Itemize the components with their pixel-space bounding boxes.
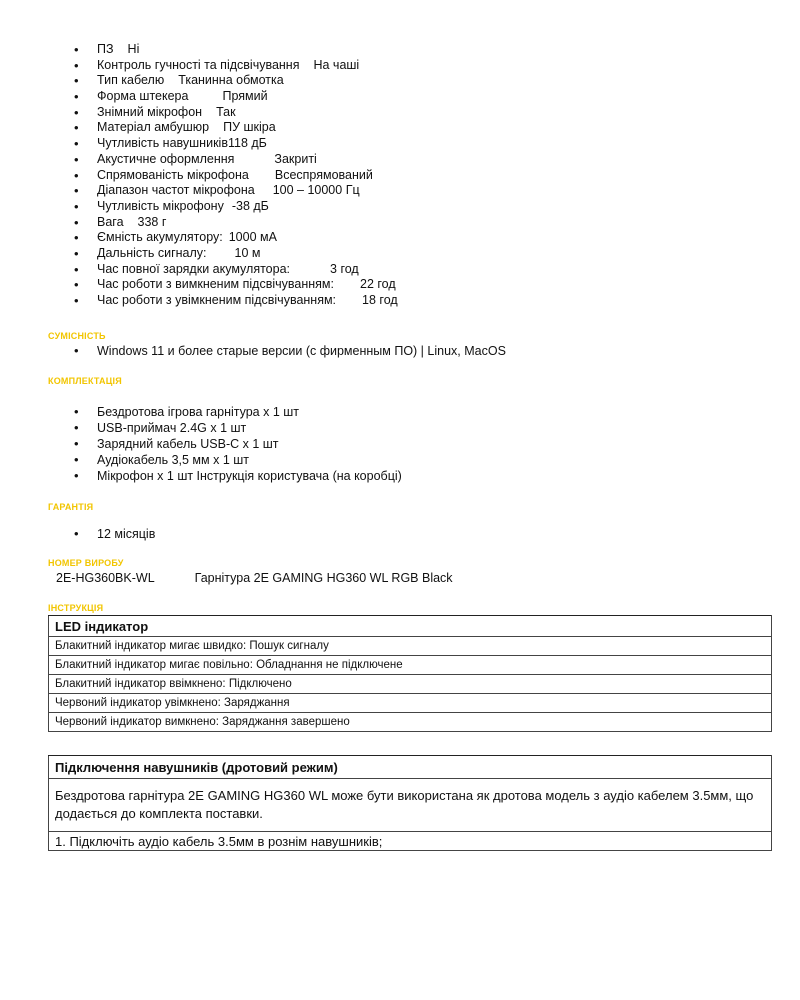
connection-table xyxy=(48,755,772,851)
spec-item: • Ємність акумулятору: 1000 мА xyxy=(74,230,398,246)
list-item: • Windows 11 и более старые версии (с фирменным ПО) | Linux, MacOS xyxy=(74,343,506,359)
led-indicator-table xyxy=(48,615,772,732)
spec-item: • Діапазон частот мікрофона 100 – 10000 Гц xyxy=(74,183,398,199)
spec-item: • Контроль гучності та підсвічування На чаші xyxy=(74,58,398,74)
table-header: LED індикатор xyxy=(49,616,772,637)
section-title-warranty: ГАРАНТІЯ xyxy=(48,502,94,512)
table-row: Червоний індикатор увімкнено: Заряджання xyxy=(49,694,772,713)
product-code: 2E-HG360BK-WL xyxy=(56,571,155,585)
list-item: • Бездротова ігрова гарнітура х 1 шт xyxy=(74,404,402,420)
list-item: • 12 місяців xyxy=(74,526,155,542)
spec-item: • Чутливість мікрофону -38 дБ xyxy=(74,199,398,215)
section-title-product: НОМЕР ВИРОБУ xyxy=(48,558,124,568)
spec-item: • Час роботи з вимкненим підсвічуванням: 22 год xyxy=(74,277,398,293)
spec-item: • Матеріал амбушюр ПУ шкіра xyxy=(74,120,398,136)
spec-item: • Час повної зарядки акумулятора: 3 год xyxy=(74,262,398,278)
table-header: Підключення навушників (дротовий режим) xyxy=(49,756,772,779)
spec-item: • Акустичне оформлення Закриті xyxy=(74,152,398,168)
compat-list xyxy=(74,343,506,359)
spec-item: • Тип кабелю Тканинна обмотка xyxy=(74,73,398,89)
package-list xyxy=(74,404,402,484)
spec-item: • Спрямованість мікрофона Всеспрямований xyxy=(74,168,398,184)
list-item: • Аудіокабель 3,5 мм х 1 шт xyxy=(74,452,402,468)
table-row: Блакитний індикатор мигає повільно: Обладнання не підключене xyxy=(49,656,772,675)
list-item: • Мікрофон х 1 шт Інструкція користувача (на коробці) xyxy=(74,468,402,484)
table-row: Блакитний індикатор мигає швидко: Пошук сигналу xyxy=(49,637,772,656)
spec-item: • ПЗ Ні xyxy=(74,42,398,58)
section-title-compat: СУМІСНІСТЬ xyxy=(48,331,106,341)
table-row: Бездротова гарнітура 2E GAMING HG360 WL може бути використана як дротова модель з аудіо кабелем 3.5мм, що додається до комплекта поставки. xyxy=(49,779,772,832)
section-title-package: КОМПЛЕКТАЦІЯ xyxy=(48,376,122,386)
section-title-instructions: ІНСТРУКЦІЯ xyxy=(48,603,104,613)
spec-item: • Вага 338 г xyxy=(74,215,398,231)
spec-item: • Дальність сигналу: 10 м xyxy=(74,246,398,262)
list-item: • Зарядний кабель USB-C х 1 шт xyxy=(74,436,402,452)
product-line xyxy=(56,571,453,585)
spec-item: • Час роботи з увімкненим підсвічуванням: 18 год xyxy=(74,293,398,309)
table-row: 1. Підключіть аудіо кабель 3.5мм в рознім навушників; xyxy=(49,832,772,851)
product-name: Гарнітура 2E GAMING HG360 WL RGB Black xyxy=(194,571,453,585)
spec-item: • Чутливість навушників118 дБ xyxy=(74,136,398,152)
warranty-list xyxy=(74,526,155,542)
spec-item: • Знімний мікрофон Так xyxy=(74,105,398,121)
table-row: Блакитний індикатор ввімкнено: Підключено xyxy=(49,675,772,694)
table-row: Червоний індикатор вимкнено: Заряджання завершено xyxy=(49,713,772,732)
spec-list xyxy=(74,42,398,309)
spec-item: • Форма штекера Прямий xyxy=(74,89,398,105)
list-item: • USB-приймач 2.4G х 1 шт xyxy=(74,420,402,436)
